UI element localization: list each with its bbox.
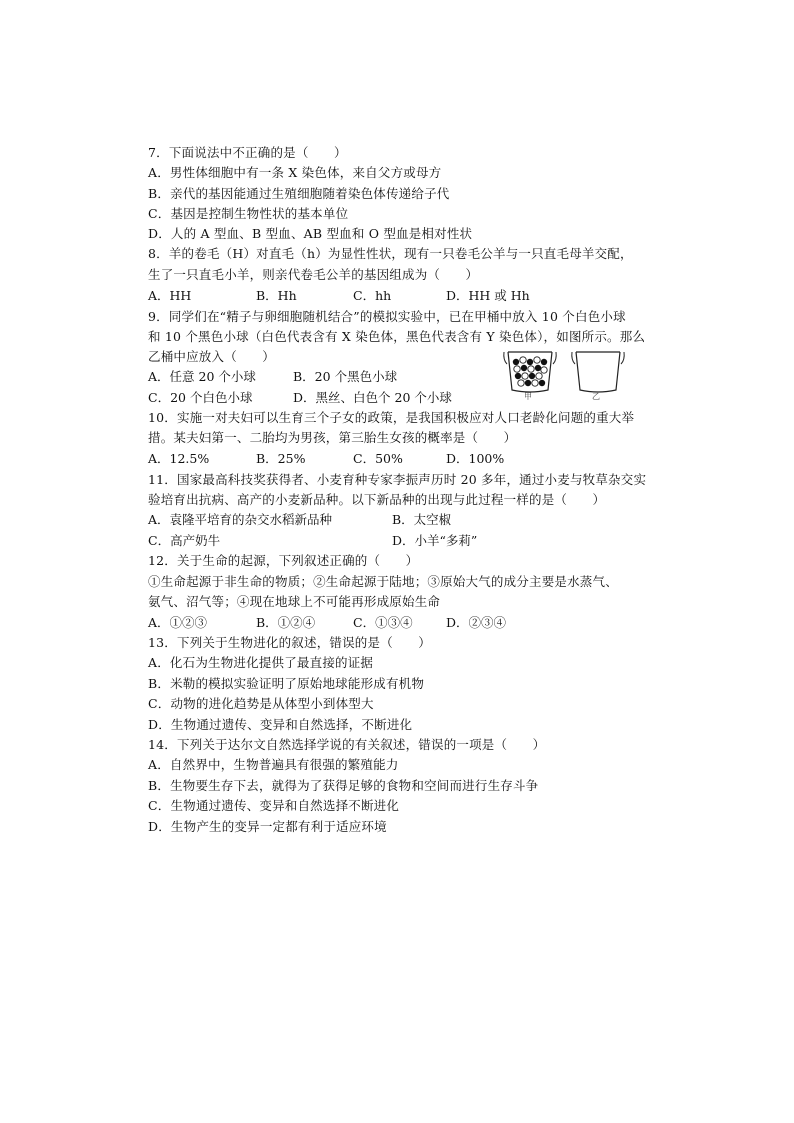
q12-option-c: C．①③④: [353, 615, 413, 630]
q11-option-b: B．太空椒: [392, 512, 452, 527]
q9-stem-line2: 和 10 个黑色小球（白色代表含有 X 染色体，黑色代表含有 Y 染色体），如图所示。那么: [148, 329, 646, 344]
q7-option-c: C．基因是控制生物性状的基本单位: [148, 206, 349, 221]
q11-option-c: C．高产奶牛: [148, 533, 221, 548]
q13-stem: 13．下列关于生物进化的叙述，错误的是（ ）: [148, 635, 432, 650]
q7-stem: 7．下面说法中不正确的是（ ）: [148, 145, 347, 160]
q14-option-a: A．自然界中，生物普遍具有很强的繁殖能力: [148, 757, 399, 772]
q11-option-d: D．小羊“多莉”: [392, 533, 478, 548]
q9-option-d: D．黑丝、白色个 20 个小球: [293, 390, 452, 405]
q14-stem: 14．下列关于达尔文自然选择学说的有关叙述，错误的一项是（ ）: [148, 737, 546, 752]
q13-option-a: A．化石为生物进化提供了最直接的证据: [148, 655, 374, 670]
q12-option-a: A．①②③: [148, 615, 208, 630]
q7-option-d: D．人的 A 型血、B 型血、AB 型血和 O 型血是相对性状: [148, 226, 473, 241]
q7-option-a: A．男性体细胞中有一条 X 染色体，来自父方或母方: [148, 165, 442, 180]
q8-stem-line1: 8．羊的卷毛（H）对直毛（h）为显性性状，现有一只卷毛公羊与一只直毛母羊交配，: [148, 246, 633, 261]
q13-option-c: C．动物的进化趋势是从体型小到体型大: [148, 696, 374, 711]
q10-option-a: A．12.5%: [148, 451, 210, 466]
bucket-illustration: [500, 346, 630, 404]
bucket-yi: [572, 352, 624, 392]
q12-option-d: D．②③④: [446, 615, 507, 630]
q9-option-b: B．20 个黑色小球: [293, 369, 398, 384]
q10-option-b: B．25%: [256, 451, 306, 466]
q10-stem-line1: 10．实施一对夫妇可以生育三个子女的政策，是我国积极应对人口老龄化问题的重大举: [148, 410, 635, 425]
q9-option-a: A．任意 20 个小球: [148, 369, 256, 384]
q14-option-b: B．生物要生存下去，就得为了获得足够的食物和空间而进行生存斗争: [148, 778, 539, 793]
q13-option-d: D．生物通过遗传、变异和自然选择，不断进化: [148, 717, 413, 732]
q8-option-d: D．HH 或 Hh: [446, 288, 530, 303]
q8-option-b: B．Hh: [256, 288, 297, 303]
q11-stem-line1: 11．国家最高科技奖获得者、小麦育种专家李振声历时 20 多年，通过小麦与牧草杂交实: [148, 472, 647, 487]
q9-option-c: C．20 个白色小球: [148, 390, 253, 405]
q12-stem: 12．关于生命的起源，下列叙述正确的（ ）: [148, 553, 419, 568]
q12-option-b: B．①②④: [256, 615, 316, 630]
q12-statements-line2: 氨气、沼气等；④现在地球上不可能再形成原始生命: [148, 594, 441, 609]
q10-option-d: D．100%: [446, 451, 505, 466]
q8-option-a: A．HH: [148, 288, 192, 303]
q14-option-c: C．生物通过遗传、变异和自然选择不断进化: [148, 798, 400, 813]
q14-option-d: D．生物产生的变异一定都有利于适应环境: [148, 819, 387, 834]
bucket-figure: [500, 346, 630, 404]
q11-stem-line2: 验培育出抗病、高产的小麦新品种。以下新品种的出现与此过程一样的是（ ）: [148, 492, 606, 507]
q8-stem-line2: 生了一只直毛小羊，则亲代卷毛公羊的基因组成为（ ）: [148, 267, 479, 282]
q11-option-a: A．袁隆平培育的杂交水稻新品种: [148, 512, 333, 527]
bucket-jia: [504, 352, 556, 392]
q12-statements-line1: ①生命起源于非生命的物质；②生命起源于陆地；③原始大气的成分主要是水蒸气、: [148, 574, 618, 589]
q9-stem-line3: 乙桶中应放入（ ）: [148, 349, 276, 364]
bucket-yi-label: 乙: [592, 392, 600, 401]
q10-option-c: C．50%: [353, 451, 403, 466]
q7-option-b: B．亲代的基因能通过生殖细胞随着染色体传递给子代: [148, 186, 450, 201]
q10-stem-line2: 措。某夫妇第一、二胎均为男孩，第三胎生女孩的概率是（ ）: [148, 430, 517, 445]
bucket-jia-label: 甲: [524, 392, 532, 401]
q8-option-c: C．hh: [353, 288, 392, 303]
q9-stem-line1: 9．同学们在“精子与卵细胞随机结合”的模拟实验中，已在甲桶中放入 10 个白色小球: [148, 309, 626, 324]
q13-option-b: B．米勒的模拟实验证明了原始地球能形成有机物: [148, 676, 425, 691]
